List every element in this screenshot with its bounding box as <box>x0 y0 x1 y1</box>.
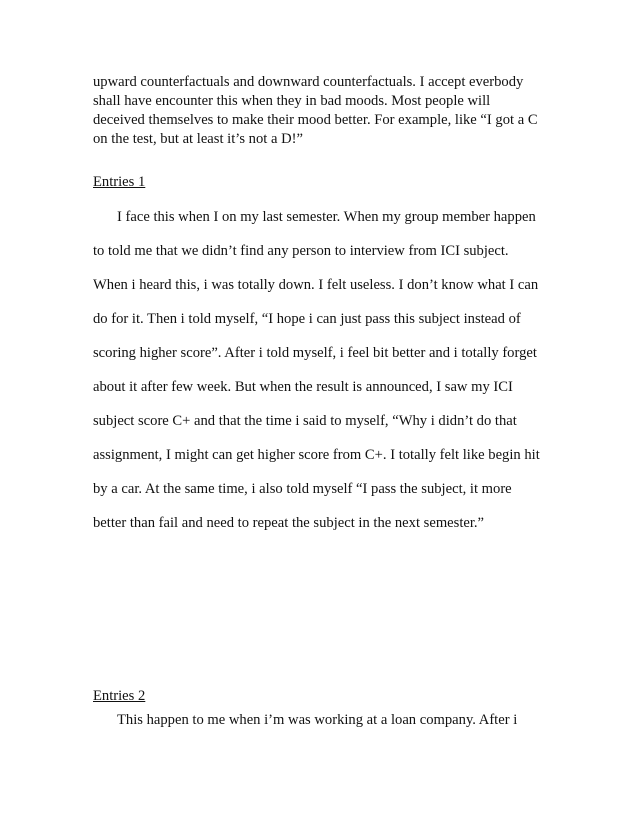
intro-line: shall have encounter this when they in bad moods. Most people will <box>93 93 491 109</box>
entry1-line: to told me that we didn’t find any person to interview from ICI subject. <box>93 243 509 259</box>
intro-line: upward counterfactuals and downward counterfactuals. I accept everbody <box>93 74 524 90</box>
entry1-line: by a car. At the same time, i also told myself “I pass the subject, it more <box>93 481 512 497</box>
entry1-line: assignment, I might can get higher score from C+. I totally felt like begin hit <box>93 447 540 463</box>
entry1-line: better than fail and need to repeat the subject in the next semester.” <box>93 515 485 531</box>
intro-line: on the test, but at least it’s not a D!” <box>93 131 303 147</box>
entry2-heading: Entries 2 <box>93 688 146 704</box>
entry1-line: do for it. Then i told myself, “I hope i can just pass this subject instead of <box>93 311 521 327</box>
entry1-heading: Entries 1 <box>93 174 146 190</box>
entry1-line: scoring higher score”. After i told myself, i feel bit better and i totally forget <box>93 345 537 361</box>
intro-line: deceived themselves to make their mood better. For example, like “I got a C <box>93 112 538 128</box>
entry1-line: subject score C+ and that the time i said to myself, “Why i didn’t do that <box>93 413 517 429</box>
entry1-line: I face this when I on my last semester. When my group member happen <box>117 209 536 225</box>
entry1-line: about it after few week. But when the result is announced, I saw my ICI <box>93 379 513 395</box>
entry2-line: This happen to me when i’m was working at a loan company. After i <box>117 712 518 728</box>
entry1-line: When i heard this, i was totally down. I felt useless. I don’t know what I can <box>93 277 539 293</box>
